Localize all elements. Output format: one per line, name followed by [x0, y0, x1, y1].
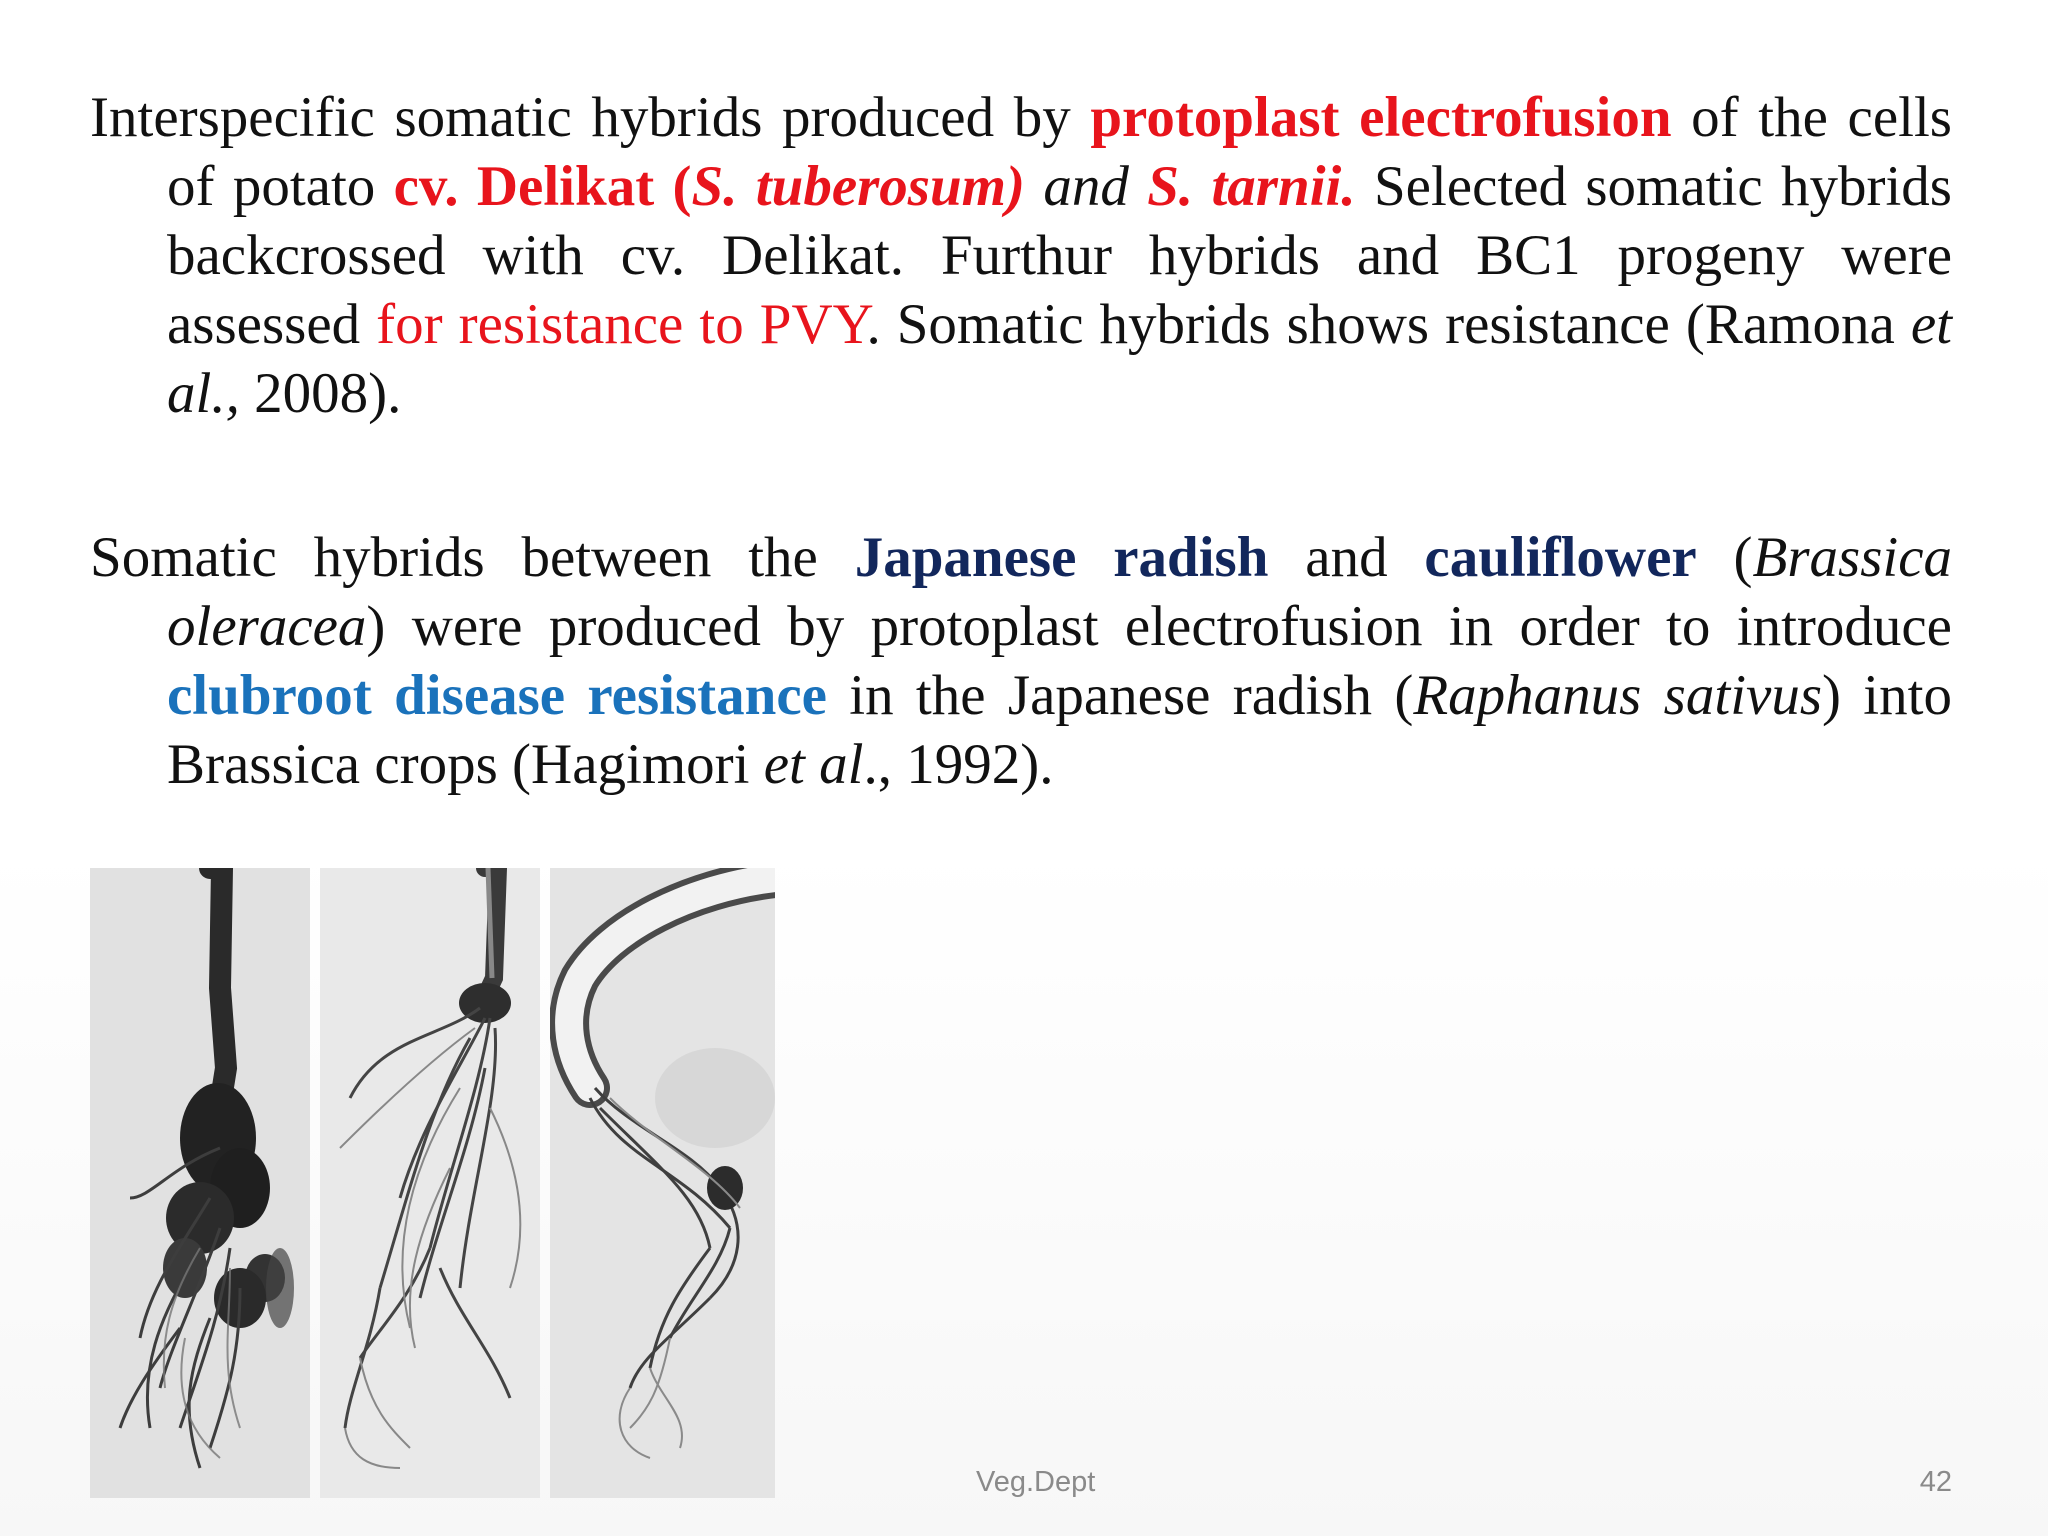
highlight-clubroot-resistance: clubroot disease resistance: [167, 664, 827, 727]
citation-year: 2008).: [239, 362, 402, 425]
text: (: [1696, 526, 1753, 589]
text: and: [1268, 526, 1425, 589]
page-number: 42: [1919, 1466, 1952, 1498]
diseased-root-icon: [90, 868, 310, 1498]
species-brassica-oleracea: Brassica oleracea: [167, 526, 1953, 658]
text: of the cells of potato: [167, 86, 1952, 218]
text: Interspecific somatic hybrids produced by: [90, 86, 1091, 149]
text: Somatic hybrids between the: [90, 526, 855, 589]
highlight-cv-delikat: cv. Delikat (: [393, 155, 692, 218]
footer-department: Veg.Dept: [976, 1466, 1096, 1498]
text-and: and: [1025, 155, 1148, 218]
text: . Somatic hybrids shows resistance (Ramona: [866, 293, 1911, 356]
resistant-root-photo: [550, 868, 775, 1498]
resistant-root-icon: [550, 868, 775, 1498]
citation-year: ., 1992).: [863, 733, 1054, 796]
highlight-japanese-radish: Japanese radish: [854, 526, 1269, 589]
species-raphanus-sativus: Raphanus sativus: [1413, 664, 1823, 727]
hybrid-root-icon: [320, 868, 540, 1498]
hybrid-root-photo: [320, 868, 540, 1498]
highlight-pvy-resistance: for resistance to PVY: [376, 293, 867, 356]
highlight-protoplast-electrofusion: protoplast electrofusion: [1090, 86, 1672, 149]
citation-et-al: et al.,: [167, 293, 1952, 425]
paragraph-potato-hybrids: [90, 83, 1952, 428]
citation-et-al: et al: [763, 733, 864, 796]
highlight-cauliflower: cauliflower: [1424, 526, 1697, 589]
species-s-tarnii: S. tarnii.: [1147, 155, 1356, 218]
diseased-root-photo: [90, 868, 310, 1498]
species-s-tuberosum: S. tuberosum): [691, 155, 1026, 218]
paragraph-radish-cauliflower: [90, 523, 1952, 799]
text: Selected somatic hybrids backcrossed with cv. Delikat. Furthur hybrids and BC1 progeny were assessed: [167, 155, 1952, 356]
text: ) into Brassica crops (Hagimori: [167, 664, 1952, 796]
text: in the Japanese radish (: [826, 664, 1414, 727]
text: ) were produced by protoplast electrofusion in order to introduce: [366, 595, 1952, 658]
